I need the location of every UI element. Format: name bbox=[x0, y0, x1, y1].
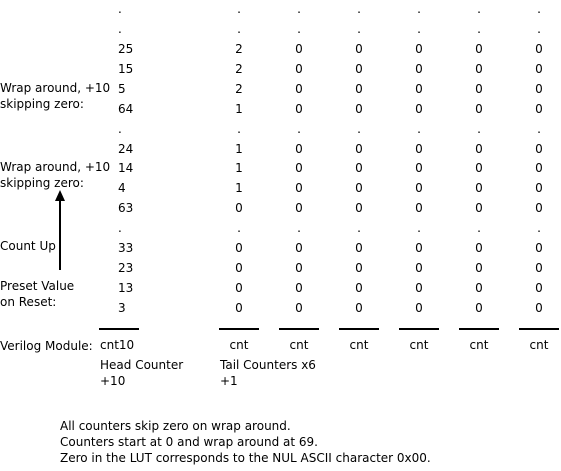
tail-counter-value: 2 bbox=[235, 42, 243, 56]
tail-counter-value: 0 bbox=[415, 261, 423, 275]
tail-counter-module-name: cnt bbox=[409, 338, 429, 352]
tail-counter-value: . bbox=[537, 22, 541, 36]
tail-counter-value: 2 bbox=[235, 62, 243, 76]
tail-counter-value: 0 bbox=[295, 301, 303, 315]
tail-counter-value: 0 bbox=[355, 62, 363, 76]
tail-counter-value: 0 bbox=[355, 301, 363, 315]
tail-counter-value: . bbox=[477, 22, 481, 36]
tail-counter-value: 0 bbox=[475, 142, 483, 156]
tail-counter-rule-4 bbox=[399, 328, 439, 330]
tail-counter-value: 0 bbox=[475, 62, 483, 76]
tail-counter-value: 0 bbox=[355, 281, 363, 295]
tail-counter-value: 0 bbox=[535, 261, 543, 275]
tail-counter-rule-3 bbox=[339, 328, 379, 330]
count-up-label: Count Up bbox=[0, 239, 56, 253]
tail-counter-value: 0 bbox=[535, 102, 543, 116]
note-line-3: Zero in the LUT corresponds to the NUL ASCII character 0x00. bbox=[60, 451, 431, 465]
head-counter-step: +10 bbox=[100, 374, 126, 388]
wrap-around-label-2: Wrap around, +10 skipping zero: bbox=[0, 160, 111, 190]
tail-counter-value: 0 bbox=[295, 62, 303, 76]
tail-counter-value: 0 bbox=[355, 142, 363, 156]
tail-counter-value: . bbox=[417, 2, 421, 16]
tail-counter-value: 0 bbox=[475, 241, 483, 255]
head-counter-rule bbox=[99, 328, 139, 330]
tail-counter-value: 0 bbox=[295, 241, 303, 255]
tail-counter-module-name: cnt bbox=[469, 338, 489, 352]
tail-counter-value: 0 bbox=[415, 62, 423, 76]
head-counter-value: . bbox=[118, 22, 122, 36]
head-counter-value: 25 bbox=[118, 42, 134, 56]
tail-counter-value: 0 bbox=[415, 42, 423, 56]
tail-counter-value: 0 bbox=[295, 102, 303, 116]
tail-counter-value: 1 bbox=[235, 102, 243, 116]
tail-counter-value: . bbox=[357, 122, 361, 136]
tail-counter-value: . bbox=[477, 2, 481, 16]
head-counter-value: 15 bbox=[118, 62, 134, 76]
tail-counter-value: 1 bbox=[235, 161, 243, 175]
head-counter-module-name: cnt10 bbox=[100, 338, 135, 352]
preset-value-label: Preset Value on Reset: bbox=[0, 279, 75, 309]
tail-counter-value: 0 bbox=[295, 142, 303, 156]
tail-counter-value: 0 bbox=[475, 201, 483, 215]
tail-counter-value: 0 bbox=[415, 102, 423, 116]
tail-counter-value: 0 bbox=[415, 201, 423, 215]
tail-counter-value: 0 bbox=[535, 241, 543, 255]
tail-counter-value: 0 bbox=[415, 301, 423, 315]
tail-counter-value: . bbox=[237, 2, 241, 16]
tail-counter-value: 0 bbox=[355, 42, 363, 56]
head-counter-value: . bbox=[118, 221, 122, 235]
head-counter-value: 23 bbox=[118, 261, 134, 275]
count-up-arrow-icon bbox=[52, 190, 68, 272]
tail-counter-value: 0 bbox=[415, 241, 423, 255]
tail-counter-value: 0 bbox=[535, 82, 543, 96]
tail-counter-value: . bbox=[537, 221, 541, 235]
head-counter-value: 13 bbox=[118, 281, 134, 295]
wrap-around-label-1: Wrap around, +10 skipping zero: bbox=[0, 81, 111, 111]
tail-counter-module-name: cnt bbox=[529, 338, 549, 352]
tail-counter-value: . bbox=[297, 221, 301, 235]
tail-counter-value: 0 bbox=[415, 82, 423, 96]
tail-counter-value: . bbox=[537, 122, 541, 136]
head-counter-value: 63 bbox=[118, 201, 134, 215]
note-line-2: Counters start at 0 and wrap around at 69. bbox=[60, 435, 318, 449]
tail-counter-value: . bbox=[357, 221, 361, 235]
tail-counter-value: . bbox=[357, 22, 361, 36]
tail-counters-title: Tail Counters x6 bbox=[220, 358, 316, 372]
tail-counter-value: 0 bbox=[535, 201, 543, 215]
tail-counter-value: 0 bbox=[355, 161, 363, 175]
head-counter-value: 3 bbox=[118, 301, 126, 315]
tail-counter-value: . bbox=[297, 2, 301, 16]
head-counter-value: 33 bbox=[118, 241, 134, 255]
tail-counter-value: 0 bbox=[355, 82, 363, 96]
tail-counter-value: 0 bbox=[235, 261, 243, 275]
tail-counter-value: . bbox=[297, 122, 301, 136]
tail-counter-value: . bbox=[297, 22, 301, 36]
tail-counter-value: 0 bbox=[295, 281, 303, 295]
tail-counter-value: . bbox=[537, 2, 541, 16]
tail-counter-value: 0 bbox=[355, 181, 363, 195]
tail-counter-value: 0 bbox=[475, 42, 483, 56]
tail-counter-rule-1 bbox=[219, 328, 259, 330]
tail-counter-value: 0 bbox=[295, 261, 303, 275]
tail-counter-value: . bbox=[477, 122, 481, 136]
tail-counter-value: 0 bbox=[235, 241, 243, 255]
tail-counter-value: . bbox=[357, 2, 361, 16]
tail-counter-value: . bbox=[237, 22, 241, 36]
tail-counter-rule-6 bbox=[519, 328, 559, 330]
tail-counters-step: +1 bbox=[220, 374, 238, 388]
head-counter-value: 24 bbox=[118, 142, 134, 156]
tail-counter-value: . bbox=[417, 22, 421, 36]
tail-counter-value: 0 bbox=[475, 281, 483, 295]
verilog-module-label: Verilog Module: bbox=[0, 339, 93, 353]
tail-counter-value: 1 bbox=[235, 181, 243, 195]
head-counter-value: 5 bbox=[118, 82, 126, 96]
tail-counter-value: 0 bbox=[415, 281, 423, 295]
tail-counter-value: 0 bbox=[235, 301, 243, 315]
tail-counter-value: 0 bbox=[415, 142, 423, 156]
note-line-1: All counters skip zero on wrap around. bbox=[60, 419, 291, 433]
head-counter-value: . bbox=[118, 122, 122, 136]
tail-counter-value: 0 bbox=[535, 42, 543, 56]
tail-counter-value: 0 bbox=[475, 181, 483, 195]
tail-counter-value: 0 bbox=[535, 301, 543, 315]
tail-counter-value: 0 bbox=[475, 102, 483, 116]
tail-counter-value: 0 bbox=[355, 261, 363, 275]
tail-counter-value: 0 bbox=[235, 281, 243, 295]
tail-counter-value: . bbox=[237, 122, 241, 136]
tail-counter-value: . bbox=[417, 221, 421, 235]
tail-counter-module-name: cnt bbox=[289, 338, 309, 352]
tail-counter-rule-5 bbox=[459, 328, 499, 330]
tail-counter-value: 0 bbox=[475, 82, 483, 96]
tail-counter-module-name: cnt bbox=[229, 338, 249, 352]
tail-counter-value: 0 bbox=[475, 161, 483, 175]
tail-counter-value: . bbox=[477, 221, 481, 235]
tail-counter-value: 0 bbox=[295, 161, 303, 175]
tail-counter-value: 2 bbox=[235, 82, 243, 96]
tail-counter-value: 0 bbox=[295, 201, 303, 215]
head-counter-value: 64 bbox=[118, 102, 134, 116]
head-counter-value: 4 bbox=[118, 181, 126, 195]
tail-counter-value: 0 bbox=[355, 201, 363, 215]
tail-counter-value: . bbox=[417, 122, 421, 136]
tail-counter-value: 0 bbox=[355, 241, 363, 255]
tail-counter-value: . bbox=[237, 221, 241, 235]
head-counter-title: Head Counter bbox=[100, 358, 184, 372]
head-counter-value: . bbox=[118, 2, 122, 16]
tail-counter-value: 0 bbox=[295, 42, 303, 56]
tail-counter-value: 0 bbox=[355, 102, 363, 116]
tail-counter-value: 0 bbox=[295, 181, 303, 195]
tail-counter-value: 0 bbox=[475, 261, 483, 275]
head-counter-value: 14 bbox=[118, 161, 134, 175]
tail-counter-value: 0 bbox=[415, 161, 423, 175]
tail-counter-value: 0 bbox=[535, 161, 543, 175]
tail-counter-value: 0 bbox=[475, 301, 483, 315]
tail-counter-value: 0 bbox=[535, 181, 543, 195]
tail-counter-rule-2 bbox=[279, 328, 319, 330]
tail-counter-value: 0 bbox=[295, 82, 303, 96]
tail-counter-value: 1 bbox=[235, 142, 243, 156]
tail-counter-value: 0 bbox=[535, 142, 543, 156]
tail-counter-value: 0 bbox=[415, 181, 423, 195]
tail-counter-value: 0 bbox=[535, 62, 543, 76]
tail-counter-value: 0 bbox=[235, 201, 243, 215]
tail-counter-value: 0 bbox=[535, 281, 543, 295]
tail-counter-module-name: cnt bbox=[349, 338, 369, 352]
